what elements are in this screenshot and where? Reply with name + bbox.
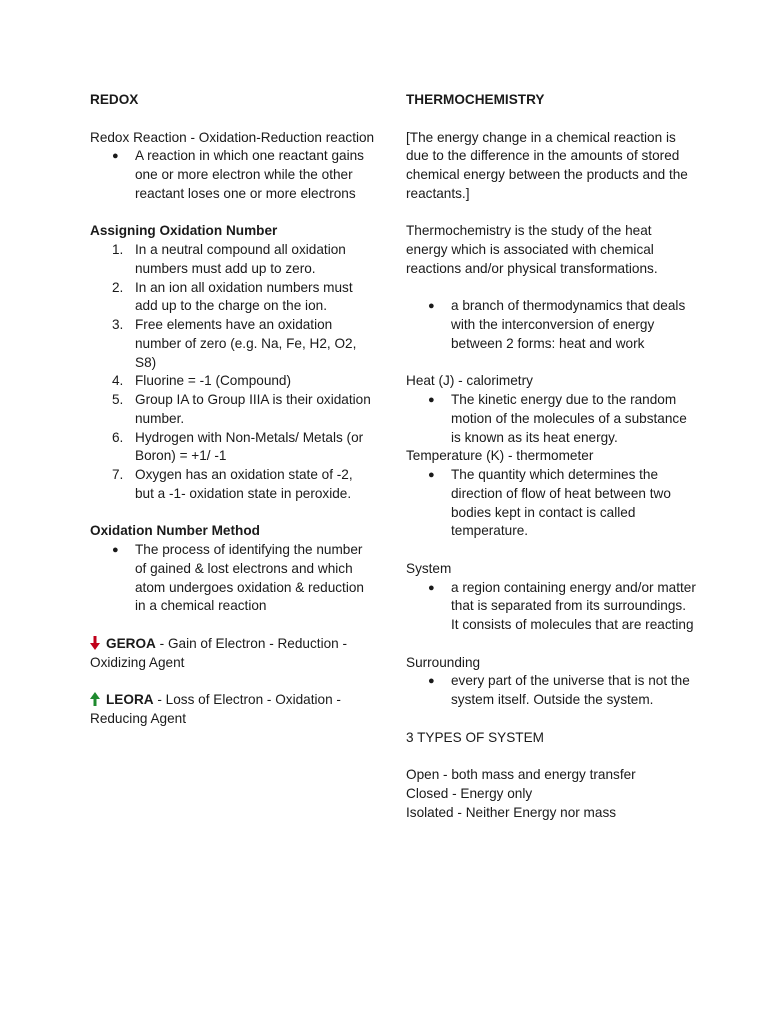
redox-bullet-list: [90, 147, 375, 203]
bullet-icon: ●: [112, 544, 119, 556]
rule-text: Fluorine = -1 (Compound): [135, 373, 292, 389]
method-bullet-list: [90, 541, 375, 616]
redox-column: [90, 91, 375, 729]
thermo-intro: [The energy change in a chemical reaction is due to the difference in the amounts of stored chemical energy between the products and the reactants.]: [406, 129, 688, 201]
rule-item: [90, 429, 375, 467]
leora-text: - Loss of Electron - Oxidation - Reducing Agent: [90, 692, 341, 726]
rule-text: Group IA to Group IIIA is their oxidation number.: [135, 392, 371, 426]
rule-number: 2.: [112, 279, 124, 295]
rule-number: 5.: [112, 392, 124, 407]
arrow-down-icon: [90, 636, 100, 650]
heat-bullet-list: [406, 391, 696, 447]
rule-item: [90, 241, 375, 279]
assign-heading: Assigning Oxidation Number: [90, 223, 278, 239]
rule-text: Free elements have an oxidation number of zero (e.g. Na, Fe, H2, O2, S8): [135, 317, 357, 370]
rule-text: In an ion all oxidation numbers must add up to the charge on the ion.: [135, 279, 353, 314]
thermo-title: THERMOCHEMISTRY: [406, 92, 545, 107]
surrounding-label: Surrounding: [406, 654, 481, 670]
redox-title: REDOX: [90, 92, 139, 107]
type-closed: Closed - Energy only: [406, 785, 533, 801]
bullet-icon: ●: [428, 675, 435, 688]
redox-definition: Redox Reaction - Oxidation-Reduction reaction: [90, 129, 375, 145]
system-label: System: [406, 560, 452, 576]
list-item: ● every part of the universe that is not the system itself. Outside the system.: [428, 673, 690, 707]
list-item: ● The quantity which determines the direction of flow of heat between two bodies kept in contact is called temperature.: [428, 467, 671, 539]
rule-number: 3.: [112, 317, 124, 332]
temperature-label: Temperature (K) - thermometer: [406, 448, 594, 464]
type-open: Open - both mass and energy transfer: [406, 767, 636, 782]
rule-number: 7.: [112, 467, 124, 482]
geroa-text: - Gain of Electron - Reduction - Oxidizing Agent: [90, 635, 348, 670]
bullet-icon: ●: [428, 300, 435, 313]
rule-number: 1.: [112, 242, 124, 257]
rule-item: [90, 316, 375, 372]
oxidation-rules-list: [90, 241, 375, 504]
surrounding-bullet-list: [406, 672, 696, 710]
list-item: ● a branch of thermodynamics that deals with the interconversion of energy between 2 forms: heat and work: [428, 298, 686, 351]
thermo-definition: Thermochemistry is the study of the heat energy which is associated with chemical reactions and/or physical transformations.: [406, 223, 658, 276]
rule-text: In a neutral compound all oxidation numbers must add up to zero.: [135, 242, 346, 276]
branch-bullet-list: [406, 297, 696, 353]
heat-label: Heat (J) - calorimetry: [406, 373, 533, 389]
rule-item: [90, 466, 375, 504]
system-types-heading: 3 TYPES OF SYSTEM: [406, 729, 544, 745]
rule-item: [90, 372, 375, 391]
bullet-icon: ●: [428, 581, 435, 594]
thermochemistry-column: [406, 91, 696, 822]
temperature-bullet-list: [406, 466, 696, 541]
rule-text: Oxygen has an oxidation state of -2, but a -1- oxidation state in peroxide.: [135, 467, 353, 501]
list-item: ● a region containing energy and/or matter that is separated from its surroundings. It consists of molecules that are reacting: [428, 579, 696, 632]
arrow-up-icon: [90, 692, 100, 706]
bullet-icon: ●: [428, 469, 435, 481]
type-isolated: Isolated - Neither Energy nor mass: [406, 804, 617, 820]
leora-line: [90, 691, 375, 729]
geroa-line: [90, 635, 375, 673]
method-heading: Oxidation Number Method: [90, 523, 260, 539]
bullet-icon: ●: [112, 150, 119, 163]
system-bullet-list: [406, 579, 696, 635]
list-item: ● The kinetic energy due to the random motion of the molecules of a substance is known as its heat energy.: [428, 392, 687, 445]
rule-item: [90, 391, 375, 429]
rule-number: 6.: [112, 429, 124, 445]
rule-number: 4.: [112, 373, 124, 389]
rule-text: Hydrogen with Non-Metals/ Metals (or Boron) = +1/ -1: [135, 429, 364, 464]
list-item: ● A reaction in which one reactant gains one or more electron while the other reactant loses one or more electrons: [112, 148, 364, 201]
list-item: ● The process of identifying the number of gained & lost electrons and which atom undergoes oxidation & reduction in a chemical reaction: [112, 542, 364, 614]
leora-keyword: LEORA: [106, 692, 154, 707]
geroa-keyword: GEROA: [106, 635, 156, 651]
rule-item: [90, 279, 375, 317]
bullet-icon: ●: [428, 394, 435, 406]
